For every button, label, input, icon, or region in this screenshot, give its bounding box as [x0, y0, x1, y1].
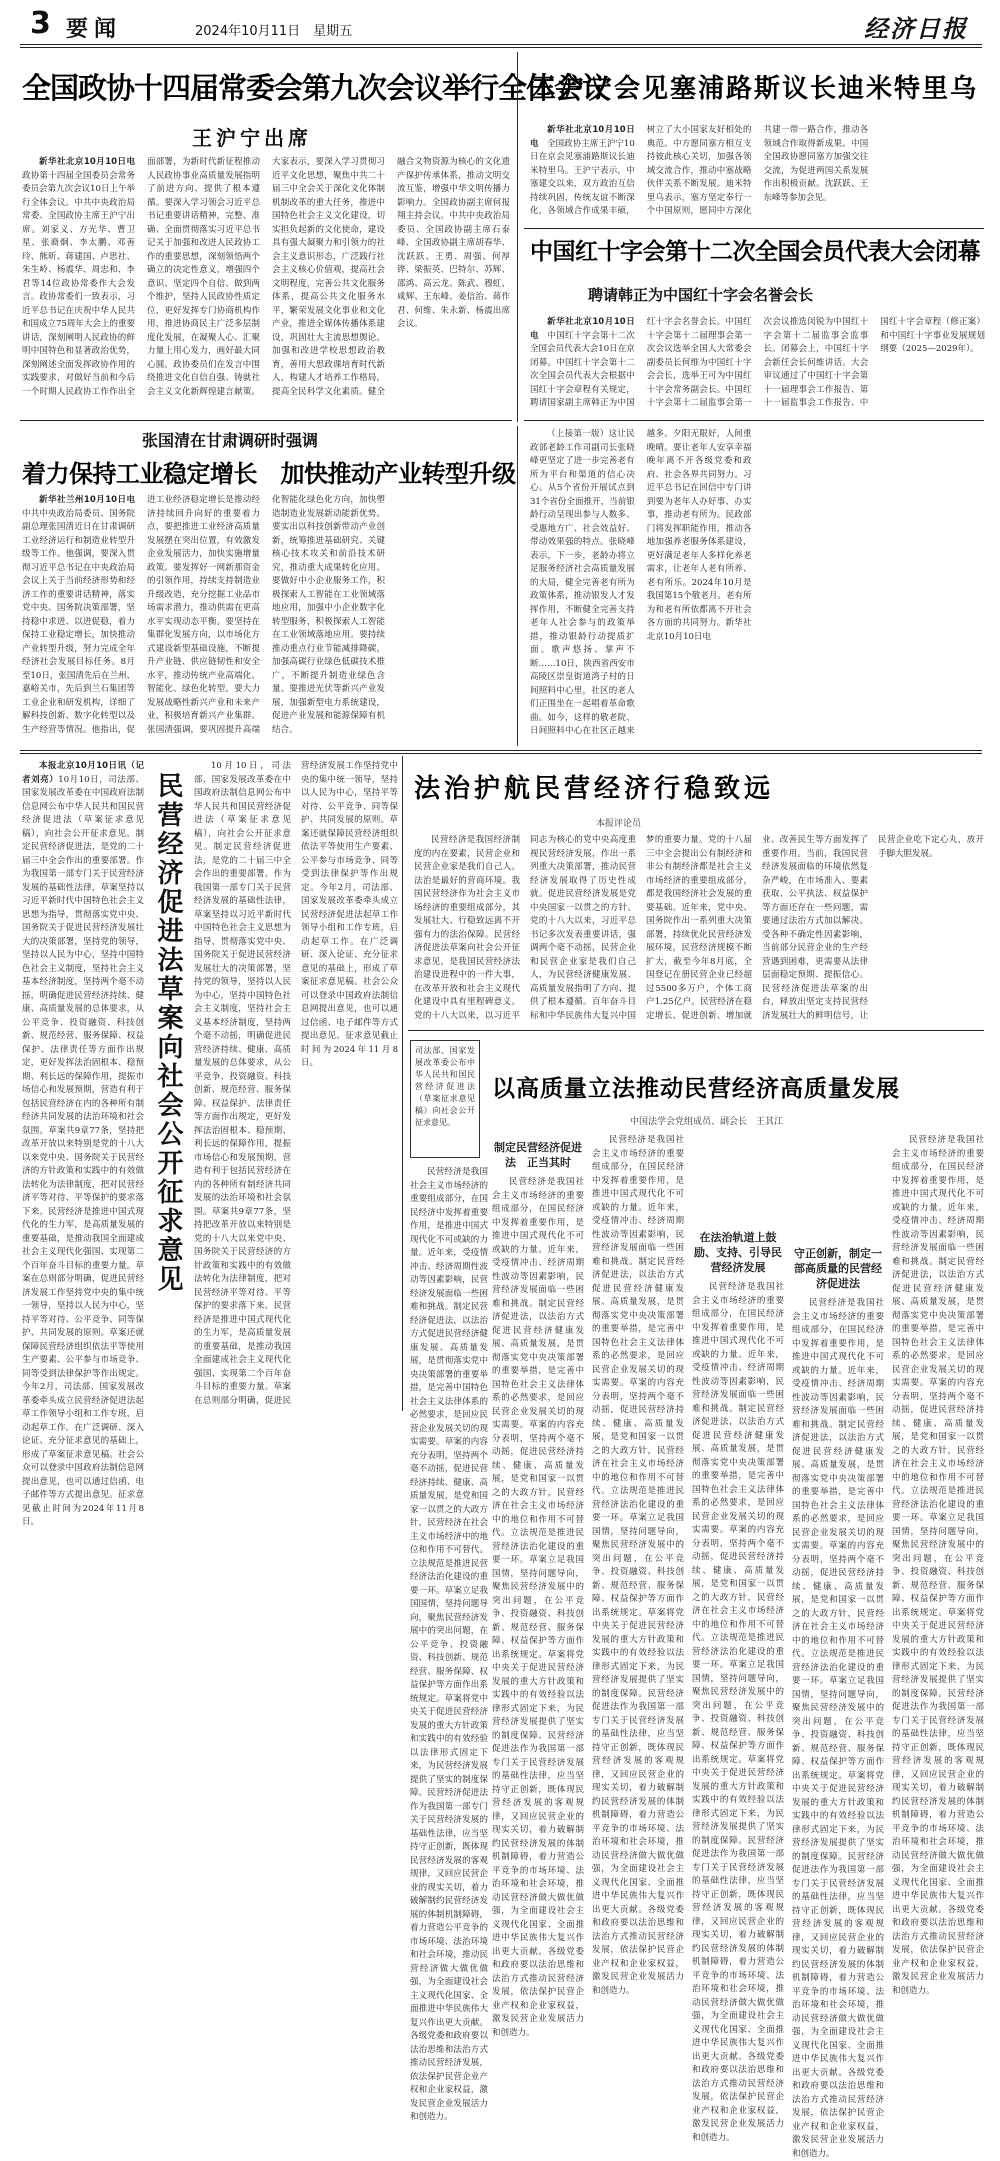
article8-text-0: 民营经济是我国社会主义市场经济的重要组成部分，在国民经济中发挥着重要作用，是推进中国式现代化不可或缺的力量。近年来，受疫情冲击、经济周期性波动等因素影响，民营经济发展面临一些困难和挑战。制定民营经济促进法，以法治方式促进民营经济健康发展、高质量发展，是贯彻落实党中央决策部署的重要举措，是完善中国特色社会主义法律体系的必然要求，是回应民营企业发展关切的现实需要。草案的内容充分表明，坚持两个毫不动摇，促进民营经济持续、健康、高质量发展，是党和国家一以贯之的大政方针，民营经济在社会主义市场经济中的地位和作用不可替代。立法规范是推进民营经济法治化建设的重要一环。草案立足我国国情，坚持问题导向，聚焦民营经济发展中的突出问题，在公平竞争、投资融资、科技创新、规范经营、服务保障、权益保护等方面作出系统规定。草案将党中央关于促进民营经济发展的重大方针政策和实践中的有效经验以法律形式固定下来，为民营经济发展提供了坚实的制度保障。民营经济促进法作为我国第一部专门关于民营经济发展的基础性法律，应当坚持守正创新，既体现民营经济发展的客观规律，又回应民营企业的现实关切，着力破解制约民营经济发展的体制机制障碍，着力营造公平竞争的市场环境、法治环境和社会环境，推动民营经济做大做优做强，为全面建设社会主义现代化国家、全面推进中华民族伟大复兴作出更大贡献。各级党委和政府要以法治思维和法治方式推动民营经济发展，依法保护民营企业产权和企业家权益，激发民营企业发展活力和创造力。 — [410, 1167, 488, 2122]
article8-text-b: 民营经济是我国社会主义市场经济的重要组成部分，在国民经济中发挥着重要作用，是推进中国式现代化不可或缺的力量。近年来，受疫情冲击、经济周期性波动等因素影响，民营经济发展面临一些困难和挑战。制定民营经济促进法，以法治方式促进民营经济健康发展、高质量发展，是贯彻落实党中央决策部署的重要举措，是完善中国特色社会主义法律体系的必然要求，是回应民营企业发展关切的现实需要。草案的内容充分表明，坚持两个毫不动摇，促进民营经济持续、健康、高质量发展，是党和国家一以贯之的大政方针，民营经济在社会主义市场经济中的地位和作用不可替代。立法规范是推进民营经济法治化建设的重要一环。草案立足我国国情，坚持问题导向，聚焦民营经济发展中的突出问题，在公平竞争、投资融资、科技创新、规范经营、服务保障、权益保护等方面作出系统规定。草案将党中央关于促进民营经济发展的重大方针政策和实践中的有效经验以法律形式固定下来，为民营经济发展提供了坚实的制度保障。民营经济促进法作为我国第一部专门关于民营经济发展的基础性法律，应当坚持守正创新，既体现民营经济发展的客观规律，又回应民营企业的现实关切，着力破解制约民营经济发展的体制机制障碍，着力营造公平竞争的市场环境、法治环境和社会环境，推动民营经济做大做优做强，为全面建设社会主义现代化国家、全面推进中华民族伟大复兴作出更大贡献。各级党委和政府要以法治思维和法治方式推动民营经济发展，依法保护民营企业产权和企业家权益，激发民营企业发展活力和创造力。 — [592, 1135, 684, 1996]
article8-body-area — [492, 1134, 984, 2159]
article1-dateline: 新华社北京10月10日电 — [39, 157, 135, 167]
article5-body — [530, 428, 985, 744]
article8-byline: 中国法学会党组成员、副会长 王其江 — [630, 1117, 784, 1127]
article4-text: 中共中央政治局委员、国务院副总理张国清近日在甘肃调研工业经济运行和制造业转型升级等工作。他强调，要深入贯彻习近平总书记在中央政治局会议上关于当前经济形势和经济工作的重要讲话精神，落实党中央、国务院决策部署，坚持稳中求进、以进促稳，着力保持工业稳定增长，加快推动产业转型升级，努力完成全年经济社会发展目标任务。8月至10日，张国清先后在兰州、嘉峪关市，先后到兰石集团等工业企业和研发机构，详细了解科技创新、数字化转型以及生产经营等情况。他指出，促进工业经济稳定增长是推动经济持续回升向好的重要着力点，要把推进工业经济高质量发展摆在突出位置，有效激发企业发展活力，加快实施增量政策。要发挥好一网新那资金的引领作用，持续支持制造业升级改造，充分挖掘工业品市场需求潜力，推动供需在更高水平实现动态平衡。要坚持在集群化发展方向，以市场化方式建设新型基础设施，不断提升产业链、供应链韧性和安全水平，推动传统产业高端化、智能化、绿色化转型。要大力发展战略性新兴产业和未来产业，积极培育新兴产业集群。张国清强调，要巩固提升高端化智能化绿色化方向，加快塑造制造业发展新动能新优势。要实出以科技创新带动产业创新，统筹推进基础研究、关键核心技术攻关和前沿技术研究，推动重大成果转化应用。要做好中小企业服务工作，积极探索人工智能在工业领域落地应用，加强中小企业数字化转型服务，积极探索人工智能在工业领域落地应用。要持续推动重点行业节能减排降碳，加强高碳行业绿色低碳技术推广，不断提升制造业绿色含量。要推进光伏等新兴产业发展，加强新型电力系统建设，促进产业发展和能源保障有机结合。 — [22, 495, 385, 735]
article1-subtitle: 王沪宁出席 — [192, 126, 312, 150]
article2-body — [530, 124, 985, 222]
article3-title: 中国红十字会第十二次全国会员代表大会闭幕 — [530, 239, 980, 265]
article8-col1 — [492, 1134, 584, 2038]
article7-text: 民营经济是我国经济制度的内在要素，民营企业和民营企业家是我们自己人。法治是最好的营商环境。我国民营经济作为社会主义市场经济的重要组成部分，其发展壮大、行稳致远离不开强有力的法治保障。民营经济促进法草案向社会公开征求意见，是我国民营经济法治建设进程中的一件大事，在改革开放和社会主义现代化建设中具有里程碑意义。党的十八大以来，以习近平同志为核心的党中央高度重视民营经济发展，作出一系列重大决策部署，推动民营经济发展取得了历史性成就。促进民营经济发展是党中央国家一以贯之的方针。党的十八大以来，习近平总书记多次发表重要讲话，强调两个毫不动摇，民营企业和民营企业家是我们自己人，为民营经济健康发展、高质量发展指明了方向、提供了根本遵循。百年奋斗目标和中华民族伟大复兴中国梦的重要力量。党的十八届三中全会提出公有制经济和非公有制经济都是社会主义市场经济的重要组成部分，都是我国经济社会发展的重要基础。近年来，党中央、国务院作出一系列重大决策部署，持续优化民营经济发展环境，民营经济规模不断扩大，截至今年8月底，全国登记在册民营企业已经超过5500多万户，个体工商户1.25亿户。民营经济在稳定增长、促进创新、增加就业、改善民生等方面发挥了重要作用。当前，我国民营经济发展面临的环境依然复杂严峻，在市场准入、要素获取、公平执法、权益保护等方面还存在一些问题，需要通过法治方式加以解决。受各种不确定性因素影响，当前部分民营企业的生产经营遇到困难，更需要从法律层面稳定预期、提振信心。民营经济促进法草案的出台，释放出坚定支持民营经济发展壮大的鲜明信号，让民营企业吃下定心丸，放开手脚大胆发展。 — [414, 835, 984, 1021]
article8-col5 — [892, 1134, 984, 1996]
article2-text: 全国政协主席王沪宁10日在京会见塞浦路斯议长迪米特里乌。王沪宁表示，中塞建交以来，双方政治互信持续巩固，传统友谊不断深化，各领域合作成果丰硕，树立了大小国家友好相处的典范。中方愿同塞方相互支持彼此核心关切，加强各领域交流合作，推动中塞战略伙伴关系不断发展。迪米特里乌表示，塞方坚定奉行一个中国原则，愿同中方深化共建一带一路合作，推动各领域合作取得新成果。中国全国政协愿同塞方加强交往交流，为促进两国关系发展作出积极贡献。沈跃跃、王东峰等参加会见。 — [530, 125, 869, 216]
article8-subhead3: 守正创新，制定一部高质量的民营经济促进法 — [794, 1247, 882, 1290]
article5-text: （上接第一版）这让民政部老龄工作司副司长张晓峰更坚定了进一步完善老有所为平台和渠道的信心决心。从5个省份开展试点到31个省份全面推开，当前银龄行动呈现出参与人数多、受惠地方广、社会效益好、带动效果强的特点。张晓峰表示，下一步，老龄办将立足服务经济社会高质量发展的大局，健全完善老有所为政策体系，推动银发人才发挥作用，不断健全完善支持老年人社会参与的政策举措，推动银龄行动提质扩面。歌声悠扬、掌声不断……10日，陕西省西安市高陵区崇皇街道湾子村的日间照料中心里，社区的老人们正围坐在一起唱着革命歌曲。如今，这样的敬老院、日间照料中心在社区正越来越多。夕阳无限好，人间重晚晴。要让老年人安享幸福晚年离不开各级党委和政府、社会各界共同努力。习近平总书记在回信中专门讲到要为老年人办好事、办实事，推动老有所为。民政部门将发挥职能作用，推动各地加强养老服务体系建设，更好满足老年人多样化养老需求，让老年人老有所养、老有所乐。2024年10月是我国第15个敬老月。老有所为和老有所依都离不开社会各方面的共同努力。新华社北京10月10日电 — [530, 429, 752, 736]
article1-body — [22, 156, 510, 412]
divider — [20, 420, 512, 421]
article8-intro: 司法部、国家发展改革委公布中华人民共和国民营经济促进法（草案征求意见稿）向社会公开征求意见。 — [415, 1046, 475, 1127]
divider — [524, 420, 984, 421]
column-divider — [517, 52, 518, 422]
masthead-rule — [20, 44, 982, 48]
article8-text-e: 民营经济是我国社会主义市场经济的重要组成部分，在国民经济中发挥着重要作用，是推进中国式现代化不可或缺的力量。近年来，受疫情冲击、经济周期性波动等因素影响，民营经济发展面临一些困难和挑战。制定民营经济促进法，以法治方式促进民营经济健康发展、高质量发展，是贯彻落实党中央决策部署的重要举措，是完善中国特色社会主义法律体系的必然要求，是回应民营企业发展关切的现实需要。草案的内容充分表明，坚持两个毫不动摇，促进民营经济持续、健康、高质量发展，是党和国家一以贯之的大政方针，民营经济在社会主义市场经济中的地位和作用不可替代。立法规范是推进民营经济法治化建设的重要一环。草案立足我国国情，坚持问题导向，聚焦民营经济发展中的突出问题，在公平竞争、投资融资、科技创新、规范经营、服务保障、权益保护等方面作出系统规定。草案将党中央关于促进民营经济发展的重大方针政策和实践中的有效经验以法律形式固定下来，为民营经济发展提供了坚实的制度保障。民营经济促进法作为我国第一部专门关于民营经济发展的基础性法律，应当坚持守正创新，既体现民营经济发展的客观规律，又回应民营企业的现实关切，着力破解制约民营经济发展的体制机制障碍，着力营造公平竞争的市场环境、法治环境和社会环境，推动民营经济做大做优做强，为全面建设社会主义现代化国家、全面推进中华民族伟大复兴作出更大贡献。各级党委和政府要以法治思维和法治方式推动民营经济发展，依法保护民营企业产权和企业家权益，激发民营企业发展活力和创造力。 — [892, 1135, 984, 1996]
article3-subtitle: 聘请韩正为中国红十字会名誉会长 — [588, 286, 814, 304]
section-name: 要闻 — [66, 17, 123, 42]
article3-text: 中国红十字会第十二次全国会员代表大会10日在京闭幕。中国红十字会第十二次全国会员代表大会根据中国红十字会章程有关规定，聘请国家副主席韩正为中国红十字会名誉会长。中国红十字会第十二届理事会第一次会议选举全国人大常委会副委员长何维为中国红十字会会长，选举王可为中国红十字会常务副会长。中国红十字会第十二届监事会第一次会议推选闵锐为中国红十字会第十二届监事会监事长。闭幕会上，中国红十字会新任会长何维讲话。大会审议通过了中国红十字会第十一届理事会工作报告、第十一届监事会工作报告、中国红十字会章程（修正案）和中国红十字事业发展规划纲要（2025—2029年）。 — [530, 317, 985, 408]
article3-dateline: 新华社北京10月10日电 — [530, 317, 635, 341]
newspaper-logo: 经济日报 — [864, 14, 968, 43]
article8-text-c: 民营经济是我国社会主义市场经济的重要组成部分，在国民经济中发挥着重要作用，是推进中国式现代化不可或缺的力量。近年来，受疫情冲击、经济周期性波动等因素影响，民营经济发展面临一些困难和挑战。制定民营经济促进法，以法治方式促进民营经济健康发展、高质量发展，是贯彻落实党中央决策部署的重要举措，是完善中国特色社会主义法律体系的必然要求，是回应民营企业发展关切的现实需要。草案的内容充分表明，坚持两个毫不动摇，促进民营经济持续、健康、高质量发展，是党和国家一以贯之的大政方针，民营经济在社会主义市场经济中的地位和作用不可替代。立法规范是推进民营经济法治化建设的重要一环。草案立足我国国情，坚持问题导向，聚焦民营经济发展中的突出问题，在公平竞争、投资融资、科技创新、规范经营、服务保障、权益保护等方面作出系统规定。草案将党中央关于促进民营经济发展的重大方针政策和实践中的有效经验以法律形式固定下来，为民营经济发展提供了坚实的制度保障。民营经济促进法作为我国第一部专门关于民营经济发展的基础性法律，应当坚持守正创新，既体现民营经济发展的客观规律，又回应民营企业的现实关切，着力破解制约民营经济发展的体制机制障碍，着力营造公平竞争的市场环境、法治环境和社会环境，推动民营经济做大做优做强，为全面建设社会主义现代化国家、全面推进中华民族伟大复兴作出更大贡献。各级党委和政府要以法治思维和法治方式推动民营经济发展，依法保护民营企业产权和企业家权益，激发民营企业发展活力和创造力。 — [692, 1282, 784, 2143]
article4-title: 着力保持工业稳定增长 加快推动产业转型升级 — [22, 460, 516, 488]
article8-text-d: 民营经济是我国社会主义市场经济的重要组成部分，在国民经济中发挥着重要作用，是推进中国式现代化不可或缺的力量。近年来，受疫情冲击、经济周期性波动等因素影响，民营经济发展面临一些困难和挑战。制定民营经济促进法，以法治方式促进民营经济健康发展、高质量发展，是贯彻落实党中央决策部署的重要举措，是完善中国特色社会主义法律体系的必然要求，是回应民营企业发展关切的现实需要。草案的内容充分表明，坚持两个毫不动摇，促进民营经济持续、健康、高质量发展，是党和国家一以贯之的大政方针，民营经济在社会主义市场经济中的地位和作用不可替代。立法规范是推进民营经济法治化建设的重要一环。草案立足我国国情，坚持问题导向，聚焦民营经济发展中的突出问题，在公平竞争、投资融资、科技创新、规范经营、服务保障、权益保护等方面作出系统规定。草案将党中央关于促进民营经济发展的重大方针政策和实践中的有效经验以法律形式固定下来，为民营经济发展提供了坚实的制度保障。民营经济促进法作为我国第一部专门关于民营经济发展的基础性法律，应当坚持守正创新，既体现民营经济发展的客观规律，又回应民营企业的现实关切，着力破解制约民营经济发展的体制机制障碍，着力营造公平竞争的市场环境、法治环境和社会环境，推动民营经济做大做优做强，为全面建设社会主义现代化国家、全面推进中华民族伟大复兴作出更大贡献。各级党委和政府要以法治思维和法治方式推动民营经济发展，依法保护民营企业产权和企业家权益，激发民营企业发展活力和创造力。 — [792, 1298, 884, 2159]
article8-col0 — [410, 1166, 488, 2122]
article8-title: 以高质量立法推动民营经济高质量发展 — [492, 1076, 900, 1102]
article3-body — [530, 316, 985, 414]
article2-dateline: 新华社北京10月10日电 — [530, 125, 635, 149]
divider — [524, 228, 984, 229]
page-number: 3 — [30, 6, 51, 41]
article7-byline: 本报评论员 — [596, 819, 642, 829]
article6-dateline: 本报北京10月10日讯（记者刘亮） — [22, 761, 144, 785]
article6-text-cont: 10月10日，司法部、国家发展改革委在中国政府法制信息网公布中华人民共和国民营经济促进法（草案征求意见稿），向社会公开征求意见。制定民营经济促进法，是党的二十届三中全会作出的重要部署。作为我国第一部专门关于民营经济发展的基础性法律，草案坚持以习近平新时代中国特色社会主义思想为指导，贯彻落实党中央、国务院关于促进民营经济发展壮大的决策部署，坚持党的领导，坚持以人民为中心，坚持中国特色社会主义制度，坚持社会主义基本经济制度，坚持两个毫不动摇，明确促进民营经济持续、健康、高质量发展的总体要求，从公平竞争、投资融资、科技创新、规范经营、服务保障、权益保护、法律责任等方面作出规定，更好发挥法治固根本、稳预期、利长远的保障作用，提振市场信心和发展预期，营造有利于包括民营经济在内的各种所有制经济共同发展的法治环境和社会氛围。草案共9章77条，坚持把改革开放以来特别是党的十八大以来党中央、国务院关于民营经济的方针政策和实践中的有效做法转化为法律制度，把对民营经济平等对待、平等保护的要求落下来。民营经济是推进中国式现代化的生力军，是高质量发展的重要基础，是推动我国全面建成社会主义现代化强国、实现第二个百年奋斗目标的重要力量。草案在总则部分明确，促进民营经济发展工作坚持党中央的集中统一领导，坚持以人民为中心，坚持平等对待、公平竞争、同等保护、共同发展的原则。草案还就保障民营经济组织依法平等使用生产要素、公平参与市场竞争、同等受到法律保护等作出规定。今年2月，司法部、国家发展改革委牵头成立民营经济促进法起草工作领导小组和工作专班，启动起草工作。在广泛调研、深入论证、充分征求意见的基础上，形成了草案征求意见稿。社会公众可以登录中国政府法制信息网提出意见，也可以通过信函、电子邮件等方式提出意见。征求意见截止时间为2024年11月8日。 — [194, 761, 398, 1406]
article8-col3 — [692, 1134, 784, 2143]
article4-kicker: 张国清在甘肃调研时强调 — [142, 431, 319, 450]
article4-dateline: 新华社兰州10月10日电 — [39, 495, 135, 505]
article8-subhead2: 在法治轨道上鼓励、支持、引导民营经济发展 — [694, 1231, 782, 1274]
article1-title: 全国政协十四届常委会第九次会议举行全体会议 — [22, 71, 611, 105]
article7-title: 法治护航民营经济行稳致远 — [414, 774, 775, 804]
article8-col2 — [592, 1134, 684, 1996]
article6-body-right — [194, 760, 398, 1408]
article8-intro-box — [410, 1040, 480, 1158]
column-divider — [517, 426, 518, 746]
issue-date: 2024年10月11日 星期五 — [195, 24, 353, 39]
article8-text-a: 民营经济是我国社会主义市场经济的重要组成部分，在国民经济中发挥着重要作用，是推进中国式现代化不可或缺的力量。近年来，受疫情冲击、经济周期性波动等因素影响，民营经济发展面临一些困难和挑战。制定民营经济促进法，以法治方式促进民营经济健康发展、高质量发展，是贯彻落实党中央决策部署的重要举措，是完善中国特色社会主义法律体系的必然要求，是回应民营企业发展关切的现实需要。草案的内容充分表明，坚持两个毫不动摇，促进民营经济持续、健康、高质量发展，是党和国家一以贯之的大政方针，民营经济在社会主义市场经济中的地位和作用不可替代。立法规范是推进民营经济法治化建设的重要一环。草案立足我国国情，坚持问题导向，聚焦民营经济发展中的突出问题，在公平竞争、投资融资、科技创新、规范经营、服务保障、权益保护等方面作出系统规定。草案将党中央关于促进民营经济发展的重大方针政策和实践中的有效经验以法律形式固定下来，为民营经济发展提供了坚实的制度保障。民营经济促进法作为我国第一部专门关于民营经济发展的基础性法律，应当坚持守正创新，既体现民营经济发展的客观规律，又回应民营企业的现实关切，着力破解制约民营经济发展的体制机制障碍，着力营造公平竞争的市场环境、法治环境和社会环境，推动民营经济做大做优做强，为全面建设社会主义现代化国家、全面推进中华民族伟大复兴作出更大贡献。各级党委和政府要以法治思维和法治方式推动民营经济发展，依法保护民营企业产权和企业家权益，激发民营企业发展活力和创造力。 — [492, 1177, 584, 2038]
article4-body — [22, 494, 510, 744]
article8-col4 — [792, 1134, 884, 2159]
article2-title: 王沪宁会见塞浦路斯议长迪米特里乌 — [530, 74, 979, 104]
divider — [408, 1030, 984, 1031]
article1-text: 政协第十四届全国委员会常务委员会第九次会议10日上午举行全体会议。中共中央政治局常委、全国政协主席王沪宁出席。刘家义、方光华、曹卫星、张裔炯、李太鹏、邓善玲、熊昕、蒋建国、卢思社、朱生岭、杨震华、周忠和、李君等14位政协常委作大会发言。政协常委们一致表示，习近平总书记在庆祝中华人民共和国成立75周年大会上的重要讲话，深刻阐明人民政协的鲜明中国特色和显著政治优势，深刻阐述全面发挥政协作用的实践要求，对做好当前和今后一个时期人民政协工作作出全面部署，为新时代新征程推动人民政协事业高质量发展指明了前进方向、提供了根本遵循。要深入学习领会习近平总书记重要讲话精神，完整、准确、全面贯彻落实习近平总书记关于加强和改进人民政协工作的重要思想，深刻领悟两个确立的决定性意义，增强四个意识、坚定四个自信、做到两个维护，坚持人民政协性质定位，更好发挥专门协商机构作用，推进协商民主广泛多层制度化发展，在凝聚人心、汇聚力量上用心发力，画好最大同心圆。政协委员们在发言中围绕推进文化自信自强、铸就社会主义文化新辉煌建言献策。大家表示，要深入学习贯彻习近平文化思想，聚焦中共二十届三中全会关于深化文化体制机制改革的重大任务，推进中国特色社会主义文化建设，切实担负起新的文化使命，建设具有强大凝聚力和引领力的社会主义意识形态，广泛践行社会主义核心价值观，提高社会文明程度，完善公共文化服务体系，提高公共文化服务水平，繁荣发展文化事业和文化产业，推进全媒体传播体系建设，巩固壮大主流思想舆论。加强和改进学校思想政治教育，善用大思政课培育时代新人，构建人才培养工作格局，提高全民科学文化素质。健全融合文物资源为核心的文化遗产保护传承体系，推动文明交流互鉴，增强中华文明传播力影响力。全国政协副主席何报翔主持会议。中共中央政治局委员、全国政协副主席石泰峰、全国政协副主席胡春华、沈跃跃、王勇、周强、何厚铧、梁振英、巴特尔、苏辉、邵鸿、高云龙、陈武、穆虹、咸辉、王东峰、姜信治、蒋作君、何维、朱永新、杨震出席会议。 — [22, 157, 510, 397]
section-rule — [20, 750, 982, 754]
article6-body-left — [22, 760, 144, 1527]
column-divider — [402, 756, 403, 1411]
article7-body — [414, 834, 984, 1024]
article8-subhead1: 制定民营经济促进法 正当其时 — [494, 1141, 582, 1169]
article6-vertical-title: 民营经济促进法草案向社会公开征求意见 — [153, 772, 183, 1294]
article6-text: 10月10日，司法部、国家发展改革委在中国政府法制信息网公布中华人民共和国民营经济促进法（草案征求意见稿），向社会公开征求意见。制定民营经济促进法，是党的二十届三中全会作出的重要部署。作为我国第一部专门关于民营经济发展的基础性法律，草案坚持以习近平新时代中国特色社会主义思想为指导，贯彻落实党中央、国务院关于促进民营经济发展壮大的决策部署，坚持党的领导，坚持以人民为中心，坚持中国特色社会主义制度，坚持社会主义基本经济制度，坚持两个毫不动摇，明确促进民营经济持续、健康、高质量发展的总体要求，从公平竞争、投资融资、科技创新、规范经营、服务保障、权益保护、法律责任等方面作出规定，更好发挥法治固根本、稳预期、利长远的保障作用，提振市场信心和发展预期，营造有利于包括民营经济在内的各种所有制经济共同发展的法治环境和社会氛围。草案共9章77条，坚持把改革开放以来特别是党的十八大以来党中央、国务院关于民营经济的方针政策和实践中的有效做法转化为法律制度，把对民营经济平等对待、平等保护的要求落下来。民营经济是推进中国式现代化的生力军，是高质量发展的重要基础，是推动我国全面建成社会主义现代化强国、实现第二个百年奋斗目标的重要力量。草案在总则部分明确，促进民营经济发展工作坚持党中央的集中统一领导，坚持以人民为中心，坚持平等对待、公平竞争、同等保护、共同发展的原则。草案还就保障民营经济组织依法平等使用生产要素、公平参与市场竞争、同等受到法律保护等作出规定。今年2月，司法部、国家发展改革委牵头成立民营经济促进法起草工作领导小组和工作专班，启动起草工作。在广泛调研、深入论证、充分征求意见的基础上，形成了草案征求意见稿。社会公众可以登录中国政府法制信息网提出意见，也可以通过信函、电子邮件等方式提出意见。征求意见截止时间为2024年11月8日。 — [22, 774, 144, 1527]
